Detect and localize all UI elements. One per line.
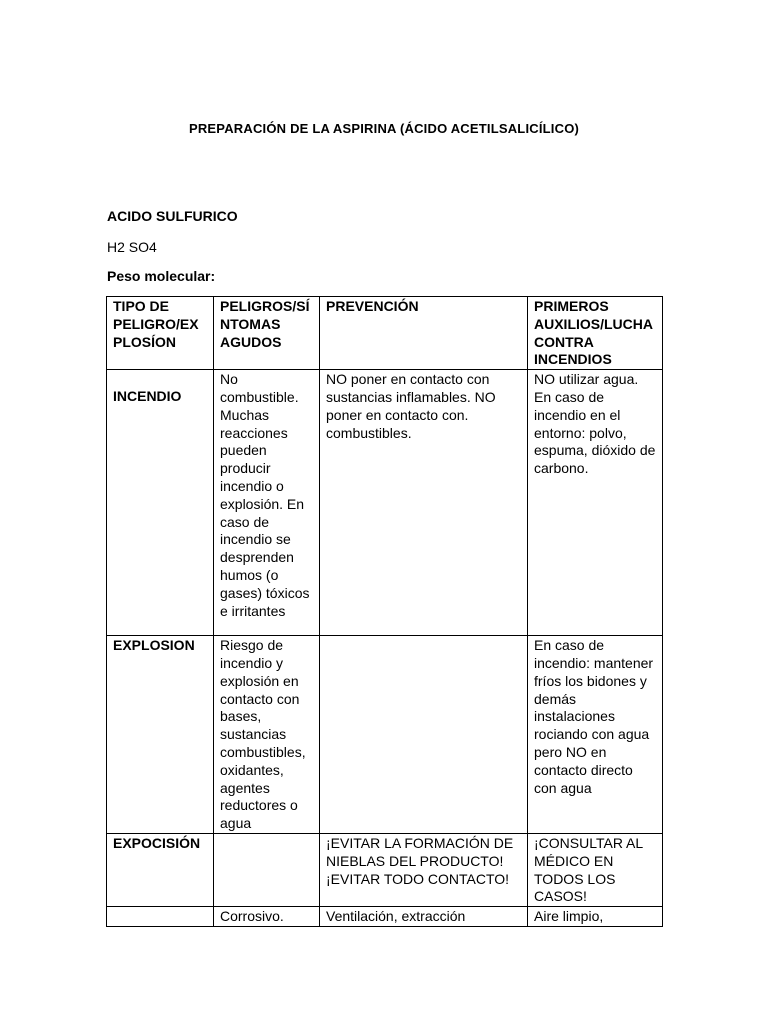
cell-first-aid: NO utilizar agua. En caso de incendio en el entorno: polvo, espuma, dióxido de carbono. [528,370,663,636]
document-title: PREPARACIÓN DE LA ASPIRINA (ÁCIDO ACETILSALICÍLICO) [188,121,580,136]
cell-prevention: ¡EVITAR LA FORMACIÓN DE NIEBLAS DEL PRODUCTO! ¡EVITAR TODO CONTACTO! [320,833,528,906]
cell-prevention: Ventilación, extracción [320,907,528,927]
molecular-weight-label: Peso molecular: [107,268,216,284]
table-row [107,636,663,834]
cell-hazard-type: EXPLOSION [107,636,214,834]
table-header-row [107,297,663,370]
cell-first-aid: Aire limpio, [528,907,663,927]
cell-symptoms: No combustible. Muchas reacciones pueden producir incendio o explosión. En caso de incendio se desprenden humos (o gases) tóxicos e irritantes [214,370,320,636]
header-prevention: PREVENCIÓN [320,297,528,370]
section-title: ACIDO SULFURICO [107,208,238,224]
table-row [107,833,663,906]
header-symptoms: PELIGROS/SÍNTOMAS AGUDOS [214,297,320,370]
cell-prevention [320,636,528,834]
header-first-aid: PRIMEROS AUXILIOS/LUCHA CONTRA INCENDIOS [528,297,663,370]
cell-hazard-type: EXPOCISIÓN [107,833,214,906]
table-row [107,907,663,927]
cell-first-aid: En caso de incendio: mantener fríos los bidones y demás instalaciones rociando con agua pero NO en contacto directo con agua [528,636,663,834]
chemical-formula: H2 SO4 [107,239,157,255]
cell-hazard-type: INCENDIO [107,370,214,636]
table-row [107,370,663,636]
hazard-table [106,296,663,927]
cell-symptoms: Riesgo de incendio y explosión en contacto con bases, sustancias combustibles, oxidantes, agentes reductores o agua [214,636,320,834]
header-hazard-type: TIPO DE PELIGRO/EXPLOSÍON [107,297,214,370]
cell-first-aid: ¡CONSULTAR AL MÉDICO EN TODOS LOS CASOS! [528,833,663,906]
cell-symptoms [214,833,320,906]
cell-symptoms: Corrosivo. [214,907,320,927]
cell-hazard-type [107,907,214,927]
cell-prevention: NO poner en contacto con sustancias inflamables. NO poner en contacto con. combustibles. [320,370,528,636]
